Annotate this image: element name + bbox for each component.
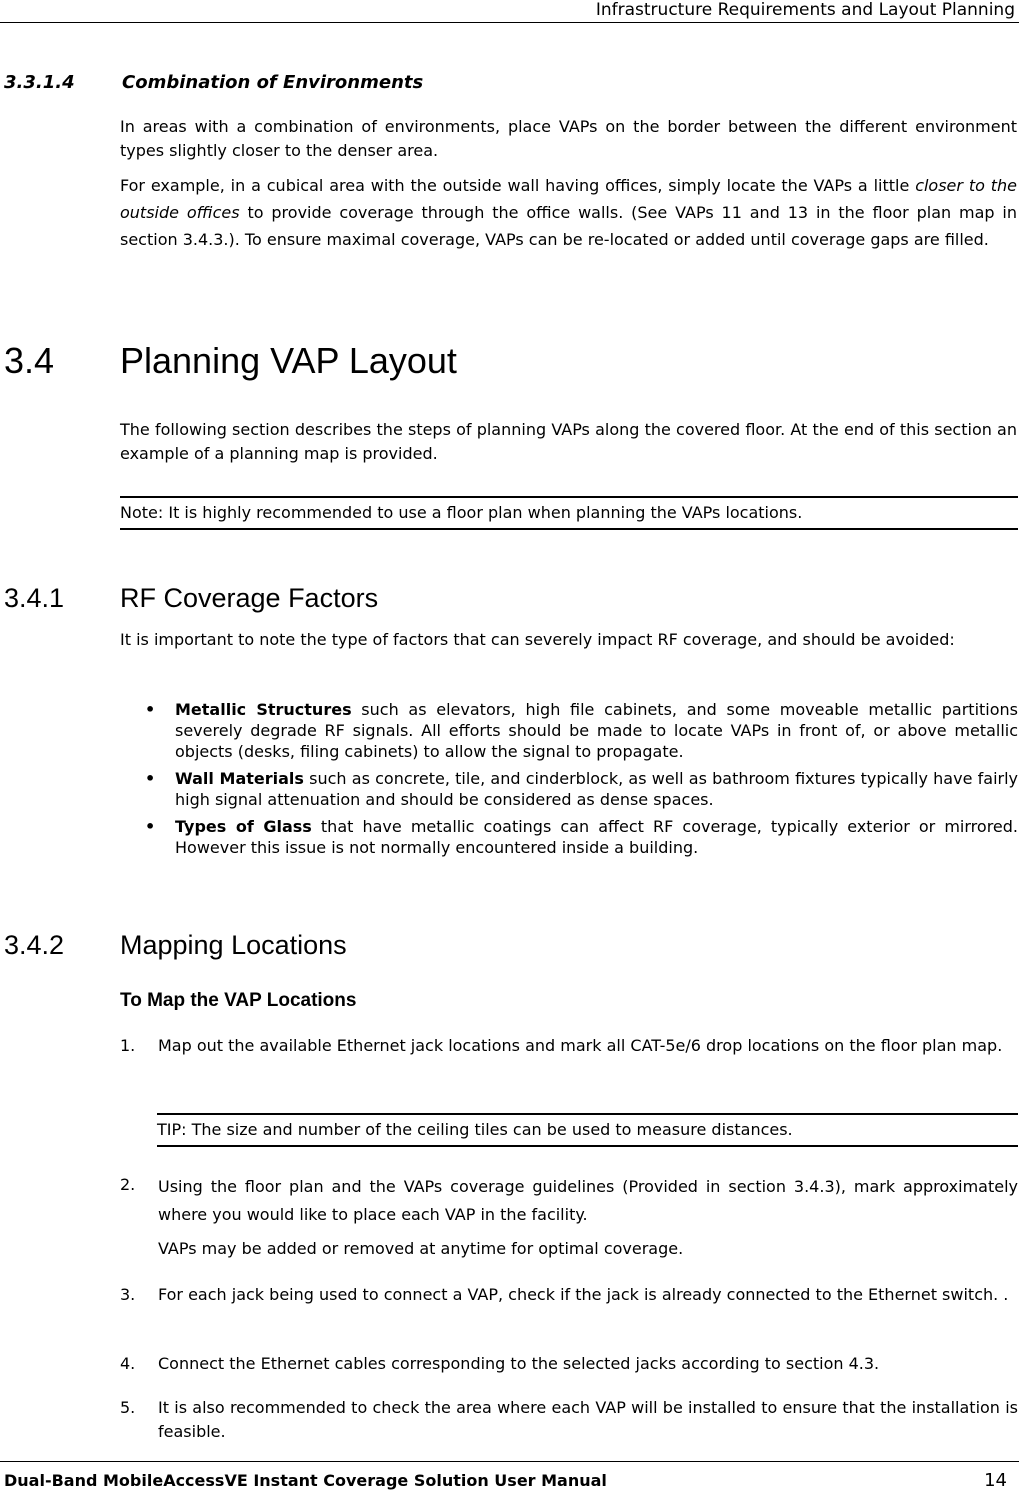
bullet-text: such as elevators, high file cabinets, and some moveable metallic partitions severely degrade RF signals. All efforts should be made to locate VAPs in front of, or above metallic objects (desks, filing cabinets) to allow the signal to propagate.: [175, 700, 1019, 761]
step-number: 2.: [120, 1175, 136, 1194]
header-rule: [0, 22, 1019, 23]
bullet-text: such as concrete, tile, and cinderblock, as well as bathroom fixtures typically have fairly high signal attenuation and should be considered as dense spaces.: [175, 769, 1019, 809]
step-text: Using the floor plan and the VAPs coverage guidelines (Provided in section 3.4.3), mark approximately where you would like to place each VAP in the facility.: [158, 1177, 1018, 1224]
section-3-3-1-4-body: [120, 115, 1017, 253]
step-number: 5.: [120, 1398, 136, 1417]
heading-title: Combination of Environments: [122, 72, 424, 93]
running-header-title: Infrastructure Requirements and Layout Planning: [595, 0, 1015, 20]
heading-number: 3.4.1: [4, 583, 65, 613]
heading-3-4: [4, 340, 457, 382]
bullet-term: Types of Glass: [175, 817, 312, 836]
bullet-term: Wall Materials: [175, 769, 304, 788]
list-item: [145, 768, 1018, 810]
paragraph: It is important to note the type of factors that can severely impact RF coverage, and should be avoided:: [120, 630, 955, 649]
tip-label: TIP:: [157, 1120, 187, 1139]
step-2: [120, 1173, 1018, 1261]
heading-title: Planning VAP Layout: [120, 340, 457, 381]
list-item: [145, 816, 1018, 858]
paragraph: In areas with a combination of environments, place VAPs on the border between the different environment types slightly closer to the denser area.: [120, 117, 1017, 160]
heading-3-3-1-4: [4, 72, 423, 93]
text-run: to provide coverage through the office walls. (See VAPs 11 and 13 in the floor plan map in section 3.4.3.). To ensure maximal coverage, VAPs can be re-located or added until coverage gaps are filled.: [120, 203, 1018, 249]
section-3-4-1-intro: [120, 628, 1017, 652]
footer-rule: [0, 1461, 1019, 1462]
rf-factors-list: [145, 699, 1018, 864]
heading-number: 3.4.2: [4, 930, 65, 960]
page-number: 14: [984, 1470, 1007, 1491]
bullet-icon: •: [145, 817, 156, 836]
bullet-icon: •: [145, 700, 156, 719]
step-5: [120, 1396, 1018, 1444]
heading-3-4-2: [4, 930, 347, 961]
heading-3-4-1: [4, 583, 378, 614]
section-3-4-body: [120, 418, 1017, 466]
step-text: It is also recommended to check the area where each VAP will be installed to ensure that the installation is feasible.: [158, 1398, 1018, 1441]
paragraph: The following section describes the steps of planning VAPs along the covered floor. At the end of this section an example of a planning map is provided.: [120, 420, 1017, 463]
step-number: 4.: [120, 1354, 136, 1373]
step-number: 3.: [120, 1285, 136, 1304]
heading-number: 3.4: [4, 340, 55, 381]
heading-title: Mapping Locations: [120, 930, 347, 960]
note-box: [120, 496, 1018, 530]
paragraph: [120, 172, 1017, 253]
heading-number: 3.3.1.4: [4, 72, 75, 93]
heading-title: RF Coverage Factors: [120, 583, 379, 613]
list-item: [145, 699, 1018, 762]
step-number: 1.: [120, 1036, 136, 1055]
step-text: Connect the Ethernet cables corresponding to the selected jacks according to section 4.3.: [158, 1354, 880, 1373]
note-label: Note:: [120, 503, 164, 522]
step-3: [120, 1283, 1018, 1307]
emphasis-text: closer to the outside offices: [120, 176, 1018, 222]
step-4: [120, 1352, 1018, 1376]
footer-title: Dual-Band MobileAccessVE Instant Coverage Solution User Manual: [4, 1471, 607, 1490]
step-text: Map out the available Ethernet jack locations and mark all CAT-5e/6 drop locations on the floor plan map.: [158, 1036, 1003, 1055]
step-subtext: VAPs may be added or removed at anytime for optimal coverage.: [158, 1239, 684, 1258]
page-footer: [0, 1461, 1019, 1491]
page-header: [0, 0, 1019, 22]
bullet-icon: •: [145, 769, 156, 788]
tip-box: [157, 1113, 1018, 1147]
bullet-text: that have metallic coatings can affect RF coverage, typically exterior or mirrored. However this issue is not normally encountered inside a building.: [175, 817, 1019, 857]
note-text: It is highly recommended to use a floor plan when planning the VAPs locations.: [163, 503, 803, 522]
step-1: [120, 1034, 1018, 1058]
tip-text: The size and number of the ceiling tiles can be used to measure distances.: [186, 1120, 793, 1139]
step-text: For each jack being used to connect a VAP, check if the jack is already connected to the Ethernet switch. .: [158, 1285, 1009, 1304]
text-run: For example, in a cubical area with the outside wall having offices, simply locate the VAPs a little: [120, 176, 916, 195]
bullet-term: Metallic Structures: [175, 700, 352, 719]
procedure-title: To Map the VAP Locations: [120, 990, 357, 1011]
